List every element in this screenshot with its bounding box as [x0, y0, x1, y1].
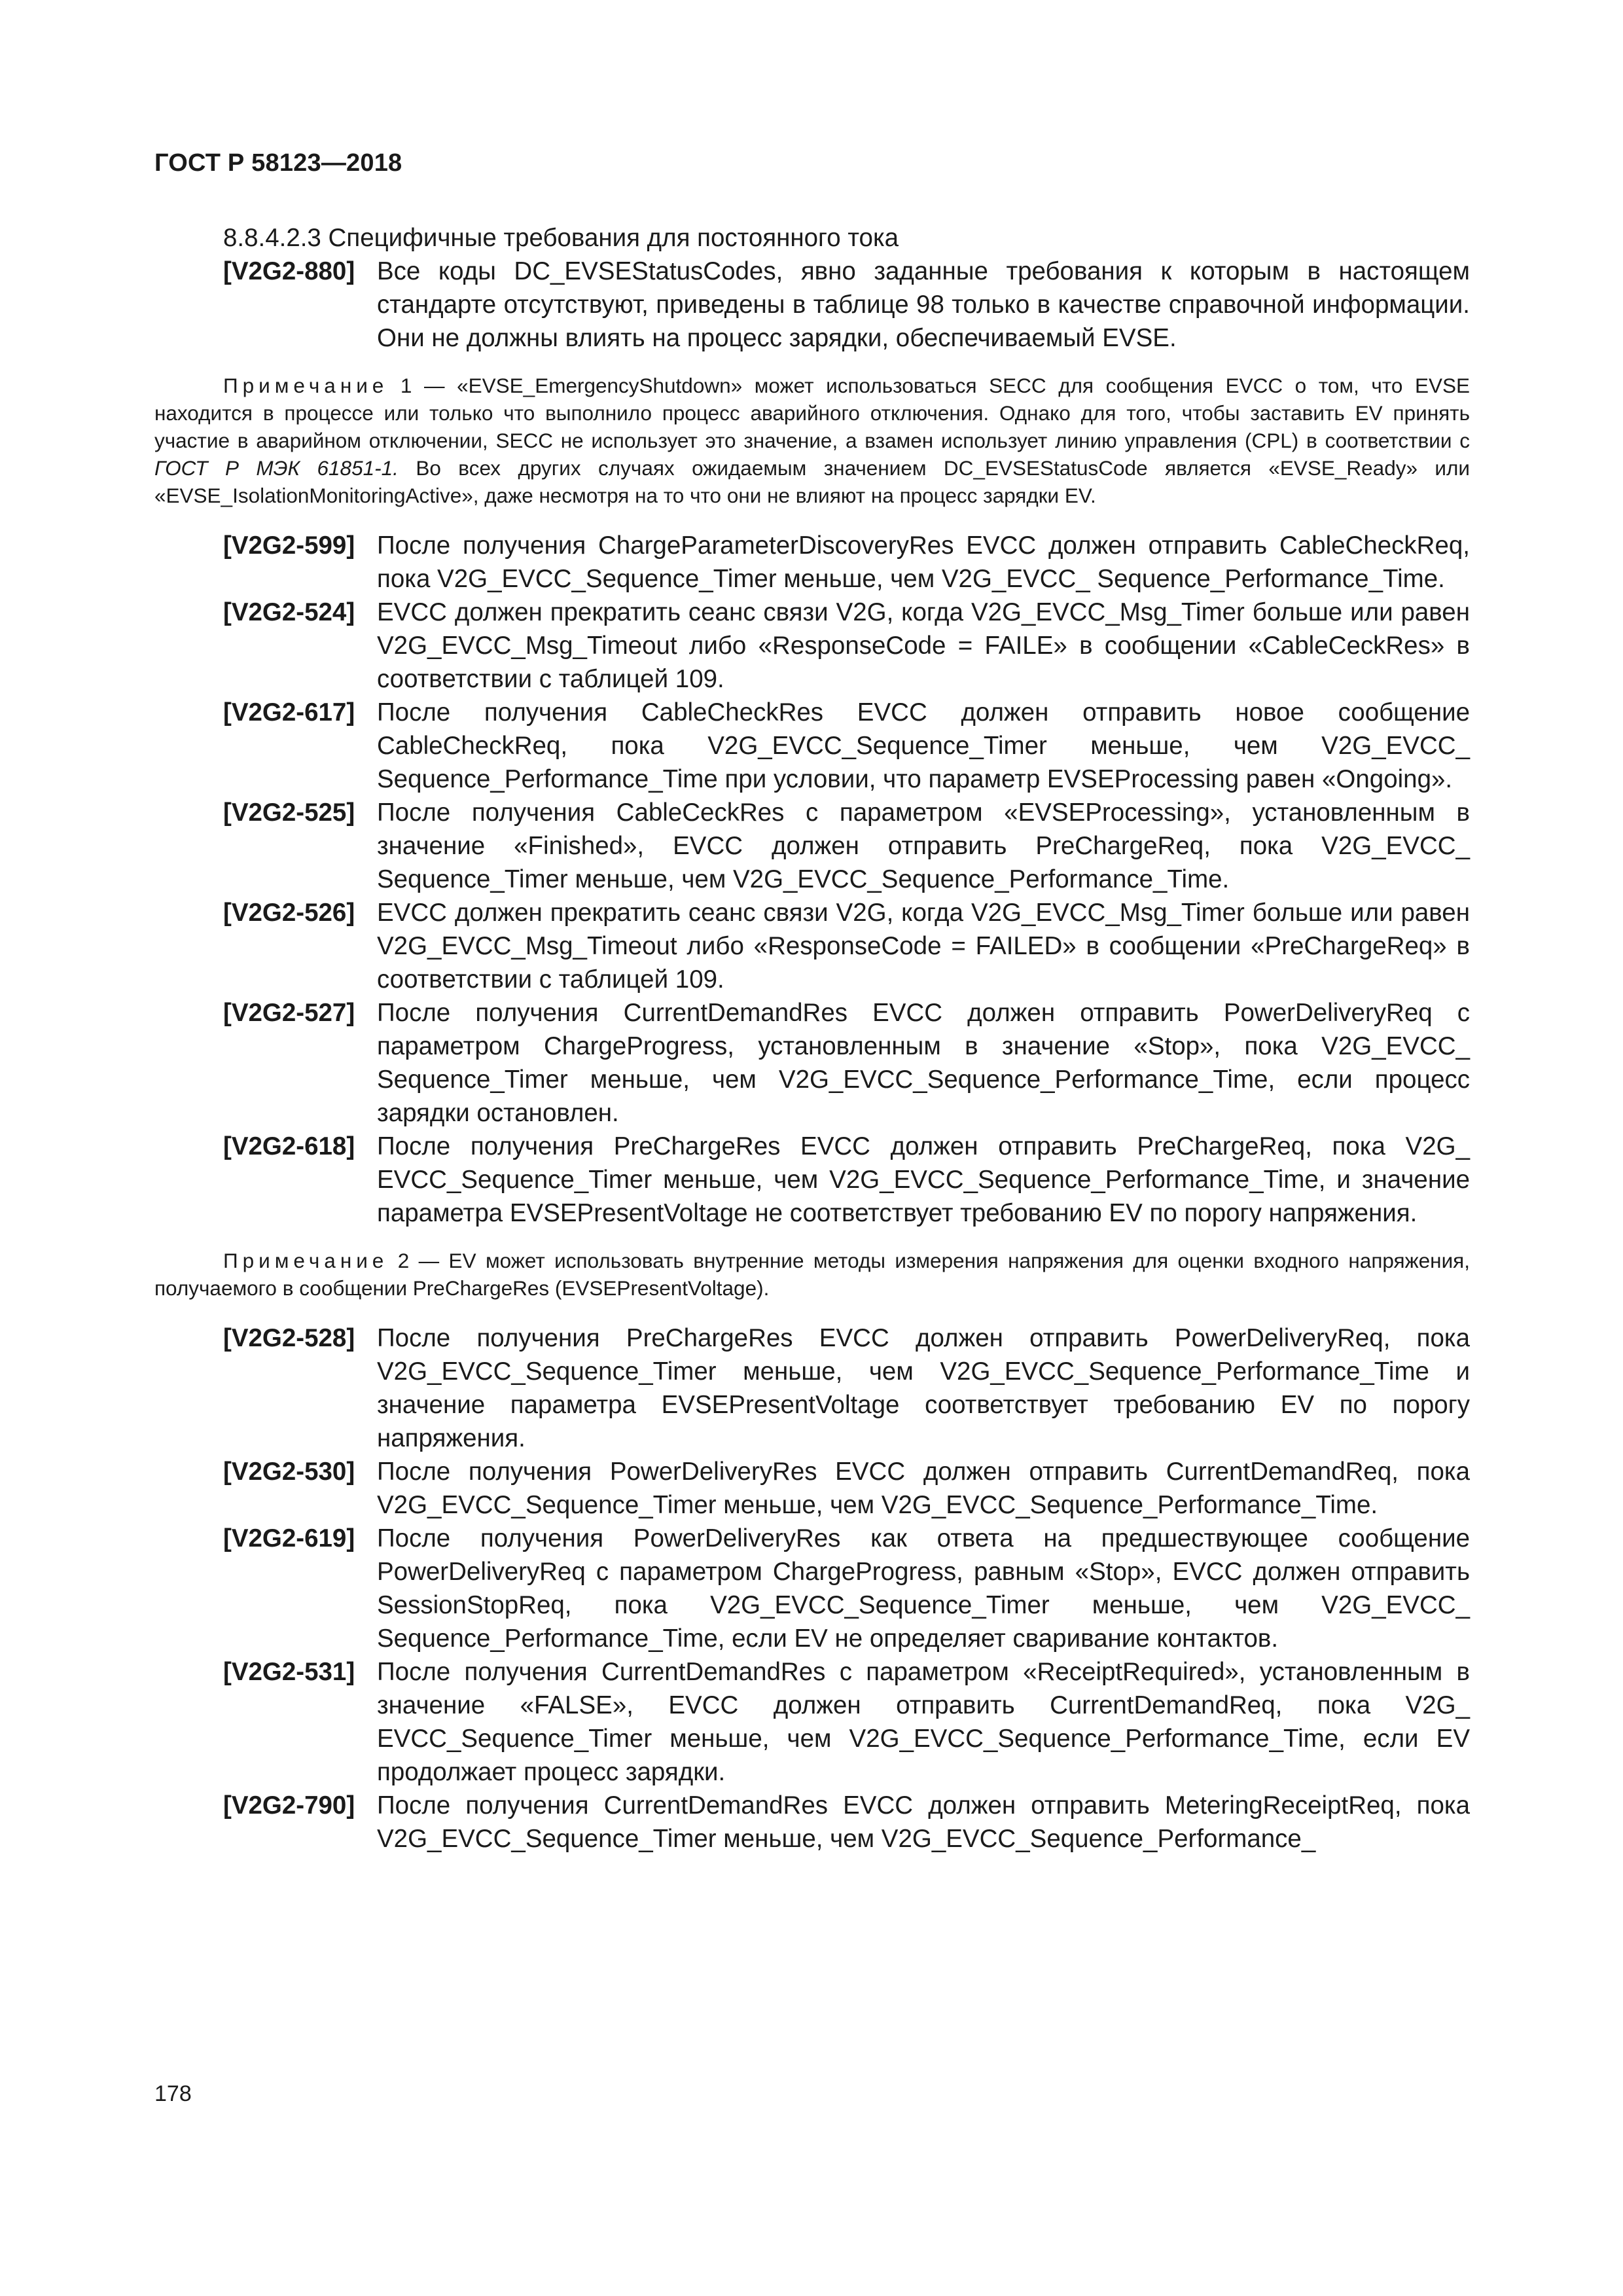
requirement-id: [V2G2-525] [223, 798, 355, 827]
requirement-item [223, 1130, 1470, 1230]
note-text: 2 — EV может использовать внутренние методы измерения напряжения для оценки входного напряжения, получаемого в сообщении PreChargeRes (EVSEPresentVoltage). [154, 1249, 1470, 1300]
requirement-item [223, 1321, 1470, 1455]
requirement-id: [V2G2-599] [223, 531, 355, 560]
requirement-item [223, 1522, 1470, 1655]
requirement-item [223, 796, 1470, 896]
requirement-item [223, 1455, 1470, 1522]
requirement-text: Все коды DC_EVSEStatusCodes, явно заданные требования к которым в настоящем стандарте отсутствуют, приведены в таблице 98 только в качестве справочной информации. Они не должны влиять на процесс зарядки, обеспечиваемый EVSE. [377, 257, 1470, 352]
requirement-id: [V2G2-528] [223, 1324, 355, 1352]
requirement-item [223, 1789, 1470, 1856]
requirement-text: EVCC должен прекратить сеанс связи V2G, когда V2G_EVCC_Msg_Timer больше или равен V2G_EVCC_Msg_Timeout либо «ResponseCode = FAILE» в сообщении «CableCeckRes» в соответствии с таблицей 109. [377, 598, 1470, 693]
requirement-text: После получения PreChargeRes EVCC должен отправить PowerDeliveryReq, пока V2G_EVCC_Sequence_Timer меньше, чем V2G_EVCC_Sequence_Performance_Time и значение параметра EVSEPresentVoltage соответствует требованию EV по порогу напряжения. [377, 1324, 1470, 1452]
requirement-id: [V2G2-619] [223, 1524, 355, 1552]
requirement-id: [V2G2-524] [223, 598, 355, 626]
requirement-text: После получения CurrentDemandRes EVCC должен отправить PowerDeliveryReq с параметром ChargeProgress, установленным в значение «Stop», пока V2G_EVCC_ Sequence_Timer меньше, чем V2G_EVCC_Sequence_Performance_Time, если процесс зарядки остановлен. [377, 999, 1470, 1127]
requirement-text: После получения CurrentDemandRes EVCC должен отправить MeteringReceiptReq, пока V2G_EVCC_Sequence_Timer меньше, чем V2G_EVCC_Sequence_Performance_ [377, 1791, 1470, 1853]
note-text-before: 1 — «EVSE_EmergencyShutdown» может использоваться SECC для сообщения EVCC о том, что EVSE находится в процессе или только что выполнило процесс аварийного отключения. Однако для того, чтобы заставить EV принять участие в аварийном отключении, SECC не использует это значение, а взамен использует линию управления (CPL) в соответствии с [154, 374, 1470, 452]
requirement-id: [V2G2-790] [223, 1791, 355, 1820]
requirement-text: После получения PreChargeRes EVCC должен отправить PreChargeReq, пока V2G_ EVCC_Sequence_Timer меньше, чем V2G_EVCC_Sequence_Performance_Time, и значение параметра EVSEPresentVoltage не соответствует требованию EV по порогу напряжения. [377, 1132, 1470, 1227]
requirement-text: После получения PowerDeliveryRes как ответа на предшествующее сообщение PowerDeliveryReq с параметром ChargeProgress, равным «Stop», EVCC должен отправить SessionStopReq, пока V2G_EVCC_Sequence_Timer меньше, чем V2G_EVCC_ Sequence_Performance_Time, если EV не определяет сваривание контактов. [377, 1524, 1470, 1653]
requirement-id: [V2G2-531] [223, 1658, 355, 1686]
requirement-item [223, 255, 1470, 355]
requirement-item [223, 1655, 1470, 1789]
note-reference: ГОСТ Р МЭК 61851-1. [154, 456, 399, 480]
requirement-id: [V2G2-527] [223, 999, 355, 1027]
requirement-text: После получения CableCheckRes EVCC должен отправить новое сообщение CableCheckReq, пока V2G_EVCC_Sequence_Timer меньше, чем V2G_EVCC_ Sequence_Performance_Time при условии, что параметр EVSEProcessing равен «Ongoing». [377, 698, 1470, 793]
requirement-id: [V2G2-618] [223, 1132, 355, 1160]
requirement-text: После получения PowerDeliveryRes EVCC должен отправить CurrentDemandReq, пока V2G_EVCC_Sequence_Timer меньше, чем V2G_EVCC_Sequence_Performance_Time. [377, 1458, 1470, 1519]
note-1 [154, 372, 1470, 509]
requirement-text: После получения CurrentDemandRes с параметром «ReceiptRequired», установленным в значение «FALSE», EVCC должен отправить CurrentDemandReq, пока V2G_ EVCC_Sequence_Timer меньше, чем V2G_EVCC_Sequence_Performance_Time, если EV продолжает процесс зарядки. [377, 1658, 1470, 1786]
section-title: 8.8.4.2.3 Специфичные требования для постоянного тока [223, 224, 899, 252]
requirement-id: [V2G2-526] [223, 899, 355, 927]
note-text-after: Во всех других случаях ожидаемым значением DC_EVSEStatusCode является «EVSE_Ready» или «EVSE_IsolationMonitoringActive», даже несмотря на то что они не влияют на процесс зарядки EV. [154, 456, 1470, 507]
page-content [154, 221, 1470, 1856]
requirement-text: EVCC должен прекратить сеанс связи V2G, когда V2G_EVCC_Msg_Timer больше или равен V2G_EVCC_Msg_Timeout либо «ResponseCode = FAILED» в сообщении «PreChargeReq» в соответствии с таблицей 109. [377, 899, 1470, 994]
requirement-item [223, 696, 1470, 796]
note-label: Примечание [223, 1249, 389, 1272]
requirement-item [223, 596, 1470, 696]
requirement-text: После получения CableCeckRes с параметром «EVSEProcessing», установленным в значение «Finished», EVCC должен отправить PreChargeReq, пока V2G_EVCC_ Sequence_Timer меньше, чем V2G_EVCC_Sequence_Performance_Time. [377, 798, 1470, 893]
requirement-item [223, 529, 1470, 596]
requirement-id: [V2G2-530] [223, 1458, 355, 1486]
requirement-text: После получения ChargeParameterDiscoveryRes EVCC должен отправить CableCheckReq, пока V2G_EVCC_Sequence_Timer меньше, чем V2G_EVCC_ Sequence_Performance_Time. [377, 531, 1470, 593]
document-header: ГОСТ Р 58123—2018 [154, 149, 402, 177]
requirement-item [223, 896, 1470, 996]
requirement-id: [V2G2-617] [223, 698, 355, 726]
page-number: 178 [154, 2081, 192, 2106]
note-2 [154, 1247, 1470, 1302]
requirement-item [223, 996, 1470, 1130]
note-label: Примечание [223, 374, 389, 397]
requirement-id: [V2G2-880] [223, 257, 355, 285]
